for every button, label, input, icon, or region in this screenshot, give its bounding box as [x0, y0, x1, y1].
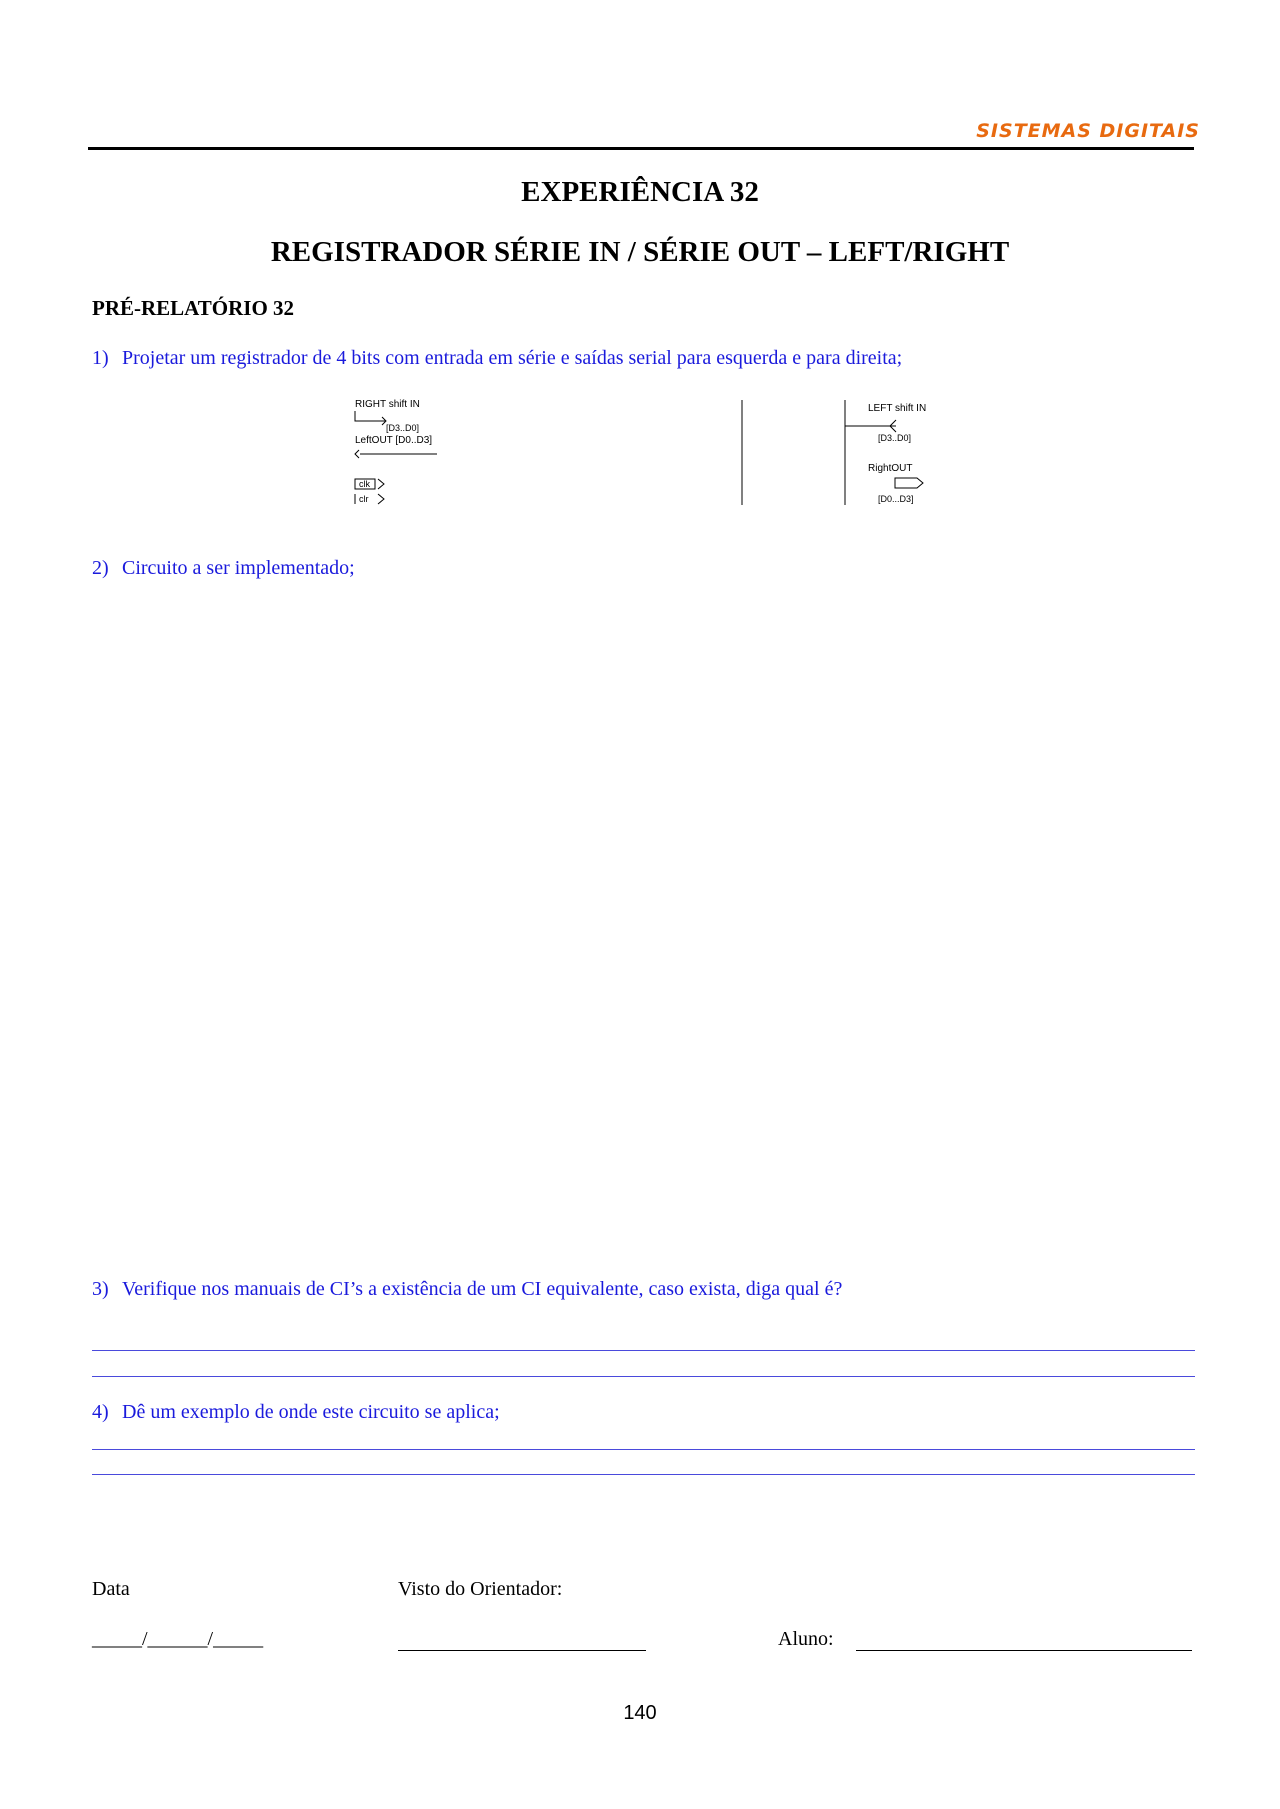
- question-1-number: 1): [92, 347, 109, 369]
- question-3-text: Verifique nos manuais de CI’s a existência de um CI equivalente, caso exista, diga qual é?: [122, 1278, 843, 1300]
- question-4-text: Dê um exemplo de onde este circuito se aplica;: [122, 1401, 500, 1423]
- clr-label: clr: [359, 494, 369, 504]
- question-3-number: 3): [92, 1278, 109, 1300]
- block-diagram: [340, 395, 960, 510]
- advisor-signature-line[interactable]: [398, 1650, 646, 1651]
- question-2: [92, 557, 355, 580]
- left-shift-in-label: LEFT shift IN: [868, 403, 927, 414]
- question-2-text: Circuito a ser implementado;: [122, 557, 355, 579]
- question-3: [92, 1278, 842, 1301]
- brand-logo: SISTEMAS DIGITAIS: [976, 120, 1200, 142]
- answer-3-line-2[interactable]: [92, 1376, 1195, 1377]
- left-out-label: LeftOUT [D0..D3]: [355, 435, 433, 446]
- right-d0-d3-label: [D0...D3]: [878, 494, 914, 504]
- right-shift-in-wire: [355, 411, 385, 421]
- date-field[interactable]: _____/______/_____: [92, 1628, 264, 1650]
- clk-arrow: [378, 479, 384, 489]
- left-d3-d0-label: [D3..D0]: [386, 423, 420, 433]
- right-out-connector: [895, 478, 923, 488]
- clr-arrow: [378, 494, 384, 504]
- right-shift-in-label: RIGHT shift IN: [355, 399, 420, 410]
- register-title: REGISTRADOR SÉRIE IN / SÉRIE OUT – LEFT/RIGHT: [270, 236, 1010, 268]
- question-1: [92, 347, 902, 370]
- answer-4-line-1[interactable]: [92, 1449, 1195, 1450]
- question-1-text: Projetar um registrador de 4 bits com entrada em série e saídas serial para esquerda e para direita;: [122, 347, 903, 369]
- page-number: 140: [623, 1702, 657, 1724]
- answer-3-line-1[interactable]: [92, 1350, 1195, 1351]
- student-signature-line[interactable]: [856, 1650, 1192, 1651]
- student-label: Aluno:: [778, 1628, 834, 1650]
- question-2-number: 2): [92, 557, 109, 579]
- question-4-number: 4): [92, 1401, 109, 1423]
- pre-report-title: PRÉ-RELATÓRIO 32: [92, 296, 295, 320]
- header-divider: [88, 147, 1194, 150]
- left-out-arrow: [355, 450, 359, 458]
- date-label: Data: [92, 1578, 130, 1600]
- question-4: [92, 1401, 500, 1424]
- answer-4-line-2[interactable]: [92, 1474, 1195, 1475]
- experiment-title: EXPERIÊNCIA 32: [521, 176, 759, 208]
- advisor-signature-label: Visto do Orientador:: [398, 1578, 563, 1600]
- right-out-label: RightOUT: [868, 463, 913, 474]
- right-d3-d0-label: [D3..D0]: [878, 433, 912, 443]
- clk-label: clk: [359, 479, 370, 489]
